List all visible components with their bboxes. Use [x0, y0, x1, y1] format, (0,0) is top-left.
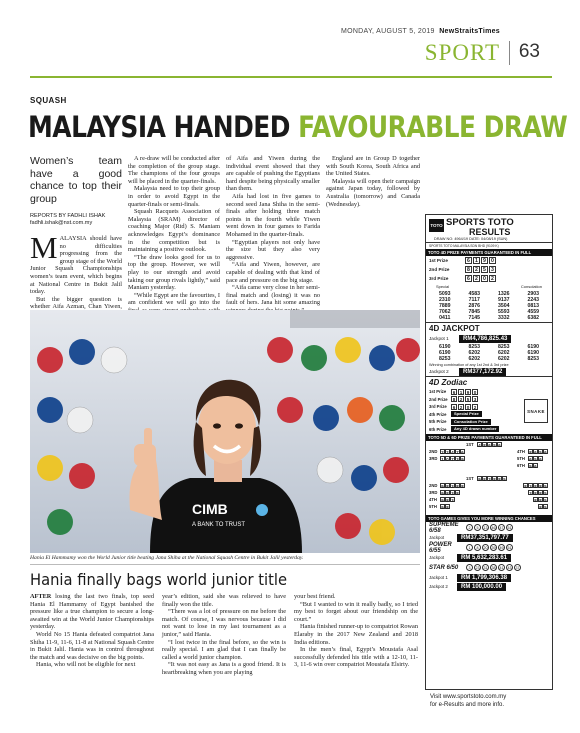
deck: Women’s team have a good chance to top their group	[30, 155, 122, 205]
jackpot-number: 8253	[468, 344, 481, 350]
digit: 8	[534, 490, 537, 496]
digit: 6	[534, 449, 537, 455]
number-cell: 0411	[439, 315, 451, 321]
game-balls	[466, 524, 513, 531]
digit: 5	[544, 483, 547, 489]
zodiac-digits	[451, 404, 478, 410]
zodiac-prize-text: Consolation Prize	[451, 419, 491, 425]
prize-digit: 8	[465, 266, 472, 273]
prize-row	[426, 274, 552, 283]
fived-row	[514, 448, 548, 455]
digit: 8	[539, 504, 542, 510]
number-cell: 4559	[527, 309, 540, 315]
digit: 2	[441, 449, 444, 455]
zodiac-digit: 8	[452, 397, 456, 403]
game-jackpot	[426, 582, 552, 591]
prize-digits	[465, 275, 496, 282]
zodiac-prize-text: Any 4D drawn number	[451, 426, 499, 432]
digit: 2	[446, 449, 449, 455]
ball: 5	[474, 524, 481, 531]
jackpot-brand: 4D JACKPOT	[429, 324, 480, 333]
jackpot-number: 6202	[497, 356, 510, 362]
zodiac-digits	[451, 396, 478, 402]
article-paragraph: “Egyptian players not only have the size but they also very aggressive.	[226, 238, 320, 261]
zodiac-digit: 2	[459, 397, 463, 403]
zodiac-row	[426, 388, 552, 396]
fived-row	[426, 441, 552, 448]
jackpot-number: 6190	[438, 350, 451, 356]
special-consolation-header	[426, 283, 552, 290]
article-paragraph: Hania, who will not be eligible for next	[36, 661, 136, 669]
game-row	[426, 542, 552, 553]
sixd-row	[426, 496, 552, 503]
digit: 7	[456, 449, 459, 455]
headline-black: MALAYSIA HANDED	[28, 110, 290, 144]
jackpot-number: 6202	[468, 356, 481, 362]
zodiac-digit: 2	[473, 404, 477, 410]
number-cell: 4583	[468, 291, 481, 297]
digit: 6	[498, 442, 501, 448]
game-jackpot	[426, 553, 552, 562]
digit: 8	[446, 504, 449, 510]
zodiac-brand: 4D Zodiac	[429, 378, 468, 387]
digit: 5	[529, 463, 532, 469]
prize-digit: 0	[489, 257, 496, 264]
article-paragraph: A re-draw will be conducted after the completion of the group stage. The champions of the four groups will be placed in the quarter-finals.	[128, 155, 220, 185]
article-paragraph: your best friend.	[294, 593, 336, 600]
number-cell: 7845	[468, 309, 481, 315]
zodiac-label: 1st Prize	[429, 389, 447, 395]
number-cell: 5093	[438, 291, 451, 297]
zodiac-sign: SNAKE	[524, 399, 548, 423]
article-paragraph: year’s edition, said she was relieved to have finally won the title.	[162, 593, 286, 608]
article-paragraph: “Aifa and Yiwen, however, are capable of dealing with that kind of pace and pressure on the big stage.	[226, 261, 320, 284]
prize-digits	[465, 257, 496, 264]
prize-digit: 2	[489, 275, 496, 282]
sixd-row	[426, 482, 552, 489]
number-cell: 6382	[527, 315, 540, 321]
draw-company: SPORTS TOTO MALAYSIA SDN BHD (9109 K)	[429, 244, 499, 248]
fived-label: 3RD	[429, 456, 438, 461]
article-paragraph: World No 15 Hania defeated compatriot Jana Shiha 11-9, 11-6, 11-8 at National Squash Centre in Bukit Jalil. Hania was in control throughout the match and was decisive on the big points.	[30, 630, 154, 661]
sixd-right	[523, 483, 548, 489]
article-paragraph: England are in Group D together with South Korea, South Africa and the United States.	[326, 155, 420, 178]
fived-bar: TOTO 5D & 6D PRIZE PAYMENTS GUARANTEED IN FULL	[426, 434, 552, 441]
digit: 9	[441, 504, 444, 510]
fived-label: 5TH	[517, 456, 525, 461]
zodiac-digit: 6	[452, 389, 456, 395]
sixd-results	[426, 475, 552, 515]
zodiac-label: 2nd Prize	[429, 396, 448, 402]
digit: 8	[446, 490, 449, 496]
article-paragraph: AFTER losing the last two finals, top seed Hania El Hammamy of Egypt banished the pressure like a true champion to secure a long-awaited win at the World Junior Championships yesterday.	[30, 593, 154, 631]
jackpot1-label: Jackpot 1	[429, 336, 449, 341]
prize-label: 3rd Prize	[429, 276, 449, 281]
zodiac-digit: 2	[459, 404, 463, 410]
headline-green: FAVOURABLE DRAW	[298, 110, 568, 144]
sixd-left	[440, 483, 465, 489]
number-cell: 2310	[438, 297, 451, 303]
article-paragraph: MALAYSIA should have no difficulties progressing from the group stage of the World Junior Squash Championships women’s team event, which begins at National Centre in Bukit Jalil today.	[30, 230, 122, 296]
visit-note	[430, 693, 506, 709]
sixd-right	[538, 504, 548, 510]
digit: 8	[446, 497, 449, 503]
byline-email[interactable]: fadhli.ishak@nst.com.my	[30, 220, 93, 226]
jackpot-note: Winning combination of any 1st 2nd & 3rd prize	[429, 363, 509, 367]
prize-row	[426, 256, 552, 265]
article2-col-3	[294, 593, 418, 669]
game-name: SUPREME 6/58	[429, 521, 459, 534]
digit: 7	[451, 456, 454, 462]
article-paragraph: “But I wanted to win it really badly, so I tried my best to forget about our friendship on the court.”	[294, 600, 418, 623]
digit: 8	[483, 442, 486, 448]
ball: 2	[466, 524, 473, 531]
zodiac-digit: 0	[473, 389, 477, 395]
number-cell: 0813	[527, 303, 540, 309]
digit: 5	[539, 449, 542, 455]
game-jackpot-label: Jackpot	[429, 535, 445, 540]
number-cell: 7889	[438, 303, 451, 309]
jackpot1-row	[426, 334, 552, 343]
game-balls	[466, 544, 513, 551]
digit: 8	[534, 483, 537, 489]
number-cell: 7145	[468, 315, 481, 321]
game-jackpot-label: Jackpot 2	[429, 584, 448, 589]
game-jackpot-amount: RM 100,000.00	[457, 583, 506, 591]
sixd-label: 4TH	[429, 497, 437, 502]
fived-value	[477, 442, 502, 448]
ball: 43	[507, 566, 512, 570]
ball: 20	[483, 546, 488, 550]
jackpot2-label: Jackpot 2	[429, 369, 449, 374]
masthead-divider	[509, 41, 510, 65]
game-name: STAR 6/50	[429, 564, 459, 571]
prize-digit: 1	[473, 257, 480, 264]
sixd-left	[440, 497, 455, 503]
ball: 1	[466, 544, 473, 551]
article-col-4	[326, 155, 420, 208]
digit: 3	[456, 456, 459, 462]
fived-value	[440, 449, 465, 455]
zodiac-digit: 1	[459, 389, 463, 395]
article-paragraph: Malaysia need to top their group in order to avoid Egypt in the quarter-finals or semi-finals.	[128, 185, 220, 208]
zodiac-digit: 9	[466, 389, 470, 395]
fived-right	[514, 448, 548, 469]
prize-digit: 9	[481, 257, 488, 264]
digit: 5	[493, 442, 496, 448]
section-title: SPORT	[424, 40, 500, 65]
toto-title: SPORTS TOTO	[446, 217, 514, 228]
prize-digit: 2	[473, 266, 480, 273]
number-cell: 1326	[497, 291, 510, 297]
byline-author: REPORTS BY FADHLI ISHAK	[30, 213, 106, 219]
game-row	[426, 522, 552, 533]
consolation-label: Consolation	[520, 284, 542, 289]
digit: 4	[478, 442, 481, 448]
jackpot-number: 6190	[527, 344, 540, 350]
number-cell: 7062	[438, 309, 451, 315]
fourd-bar: TOTO 4D PRIZE PAYMENTS GUARANTEED IN FULL	[426, 249, 552, 256]
digit: 3	[529, 483, 532, 489]
prize-digit: 6	[465, 257, 472, 264]
article-paragraph: “While Egypt are the favourites, I am confident we will go into the	[128, 291, 220, 307]
sixd-label: 5TH	[429, 504, 437, 509]
sixd-value	[477, 476, 507, 482]
photo-illustration	[30, 310, 420, 553]
digit: 8	[539, 483, 542, 489]
issue-date: MONDAY, AUGUST 5, 2019 NewStraitsTimes	[340, 28, 500, 35]
article-paragraph: In the men’s final, Egypt’s Moustafa Asal successfully defended his title with a 12-10, 11-3, 11-6 win over compatriot Moustafa Elsirty.	[294, 646, 418, 669]
ball: 8	[474, 544, 481, 551]
jackpot1-amount: RM4,786,825.43	[459, 335, 511, 343]
digit: 3	[529, 490, 532, 496]
fived-label: 6TH	[517, 463, 525, 468]
jackpot-number: 6190	[527, 350, 540, 356]
digit: 9	[461, 456, 464, 462]
ball: 13	[483, 526, 488, 530]
digit: 6	[544, 449, 547, 455]
game-row	[426, 562, 552, 573]
drop-cap: M	[30, 230, 58, 265]
sixd-row	[426, 475, 552, 482]
digit: 8	[534, 497, 537, 503]
digit: 8	[446, 483, 449, 489]
digit: 1	[441, 456, 444, 462]
zodiac-label: 3rd Prize	[429, 404, 447, 410]
kicker: SQUASH	[30, 96, 67, 105]
ball: 23	[475, 566, 480, 570]
ball: 51	[507, 546, 512, 550]
ball: 3	[466, 564, 473, 571]
fived-value	[528, 449, 548, 455]
fived-row	[514, 455, 548, 462]
number-cell: 7117	[468, 297, 480, 303]
masthead	[30, 28, 552, 70]
prize-digit: 0	[481, 275, 488, 282]
digit: 6	[461, 449, 464, 455]
zodiac-prize-text: Special Prize	[451, 411, 482, 417]
prize-digits	[465, 266, 496, 273]
caption-rule	[30, 564, 420, 565]
jackpot-number: 6202	[497, 350, 510, 356]
byline	[30, 213, 122, 227]
jackpot-numbers	[426, 343, 552, 363]
digit: 8	[539, 490, 542, 496]
article2-col-1	[30, 593, 154, 669]
fived-label: 1ST	[466, 442, 474, 447]
ball: 51	[507, 526, 512, 530]
digit: 8	[483, 476, 486, 482]
number-cell: 9137	[497, 297, 510, 303]
fived-value	[440, 456, 465, 462]
toto-header	[426, 215, 552, 243]
prize-digit: 2	[473, 275, 480, 282]
sixd-right	[533, 497, 548, 503]
digit: 8	[456, 490, 459, 496]
page-number: 63	[518, 41, 540, 62]
toto-subtitle: RESULTS	[469, 227, 511, 237]
number-cell: 3332	[497, 315, 510, 321]
special-consolation-grid	[426, 290, 552, 322]
prize-label: 2nd Prize	[429, 267, 450, 272]
fived-results	[426, 441, 552, 475]
zodiac-label: 6th Prize	[429, 426, 447, 432]
fived-row	[514, 462, 548, 469]
digit: 5	[503, 476, 506, 482]
number-cell: 2243	[527, 297, 540, 303]
sixd-row	[426, 503, 552, 510]
number-cell: 5593	[497, 309, 510, 315]
prize-digit: 5	[481, 266, 488, 273]
digit: 5	[534, 456, 537, 462]
zodiac-digits	[451, 389, 478, 395]
number-cell: 2876	[468, 303, 481, 309]
article-paragraph: Hania finished runner-up to compatriot Rowan Elaraby in the 2017 New Zealand and 2018 India editions.	[294, 623, 418, 646]
games-bar: TOTO GAMES GIVES YOU MORE WINNING CHANCES	[426, 515, 552, 522]
ball: 37	[515, 566, 520, 570]
digit: 9	[478, 476, 481, 482]
toto-logo: TOTO	[429, 219, 444, 232]
article-paragraph: Squash Racquets Association of Malaysia (SRAM) director of coaching Major (Rtd) S. Maniam acknowledges Egypt’s dominance in the competition but is maintaining a positive outlook.	[128, 208, 220, 254]
fived-value	[528, 463, 538, 469]
hero-photo	[30, 310, 420, 553]
prize-digit: 6	[465, 275, 472, 282]
game-name: POWER 6/55	[429, 541, 452, 554]
visit-line-1[interactable]: Visit www.sportstoto.com.my	[430, 694, 507, 700]
sixd-left	[440, 490, 460, 496]
jackpot-number: 6202	[468, 350, 481, 356]
fived-label: 4TH	[517, 449, 525, 454]
game-jackpot-amount: RM 1,799,306.38	[457, 574, 511, 582]
jackpot2-amount: RM377,172.92	[459, 368, 506, 376]
jackpot-block	[426, 322, 552, 376]
prize-row	[426, 265, 552, 274]
paper-name: NewStraitsTimes	[439, 28, 500, 35]
jackpot-number: 8253	[497, 344, 510, 350]
number-cell: 3504	[497, 303, 510, 309]
ball: 46	[491, 526, 496, 530]
fourd-prizes	[426, 256, 552, 283]
digit: 3	[451, 490, 454, 496]
special-label: Special	[436, 284, 450, 289]
zodiac-digit: 5	[466, 397, 470, 403]
ball: 49	[499, 546, 504, 550]
zodiac-row	[426, 426, 552, 434]
game-jackpot-label: Jackpot 1	[429, 575, 448, 580]
jackpot-number: 8253	[438, 356, 451, 362]
game-jackpot	[426, 573, 552, 582]
article-paragraph: But the bigger question is whether Aifa Azman, Chan Yiwen,	[30, 295, 122, 311]
sixd-label: 2ND	[429, 483, 438, 488]
game-jackpot-amount: RM37,351,797.77	[457, 534, 513, 542]
main-headline	[28, 110, 568, 144]
digit: 3	[488, 476, 491, 482]
prize-label: 1st Prize	[429, 258, 448, 263]
toto-games	[426, 522, 552, 591]
article2-col-2	[162, 593, 286, 677]
sixd-label: 3RD	[429, 490, 438, 495]
digit: 5	[544, 497, 547, 503]
digit: 9	[441, 483, 444, 489]
game-jackpot-amount: RM 5,632,283.61	[457, 554, 511, 562]
digit: 3	[451, 497, 454, 503]
ball: 41	[499, 566, 504, 570]
digit: 6	[488, 442, 491, 448]
zodiac-block	[426, 376, 552, 433]
digit: 8	[493, 476, 496, 482]
sixd-row	[426, 489, 552, 496]
ball: 47	[499, 526, 504, 530]
sixd-left	[440, 504, 450, 510]
article-paragraph: “I lost twice in the final before, so the win is really special. I am glad that I can finally be called a world junior champion.	[162, 638, 286, 661]
article-paragraph: “Aifa came very close in her semi-final match and (losing) it was no fault of hers. Jana hit some amazing	[226, 284, 320, 307]
article-paragraph: “The draw looks good for us to top the group. However, we will play to our strength and avoid taking our group rivals lightly,” said Maniam yesterday.	[128, 253, 220, 292]
article-paragraph: “There was a lot of pressure on me before the match. Of course, I was nervous because I did not want to lose in my last tournament as a junior,” said Hania.	[162, 608, 286, 638]
digit: 0	[446, 456, 449, 462]
prize-digit: 3	[489, 266, 496, 273]
jackpot-number: 8253	[527, 356, 540, 362]
article-paragraph: Malaysia will open their campaign against Japan today, followed by Australia (tomorrow) and Canada (Wednesday).	[326, 177, 420, 208]
zodiac-label: 5th Prize	[429, 419, 447, 425]
sixd-label: 1ST	[466, 476, 474, 481]
shirt-slogan: A BANK TO TRUST	[192, 522, 246, 528]
game-jackpot-label: Jackpot	[429, 555, 445, 560]
digit: 6	[529, 456, 532, 462]
digit: 6	[534, 463, 537, 469]
visit-line-2: for e-Results and more info.	[430, 702, 505, 708]
zodiac-label: 4th Prize	[429, 411, 447, 417]
digit: 3	[451, 483, 454, 489]
fived-value	[528, 456, 543, 462]
jackpot-number: 6190	[438, 344, 451, 350]
second-headline: Hania finally bags world junior title	[30, 570, 288, 589]
digit: 9	[441, 497, 444, 503]
article-paragraph: “It was not easy as Jana is a good friend. It is heartbreaking when you are playing	[162, 661, 286, 676]
ball: 38	[491, 566, 496, 570]
game-balls	[466, 564, 521, 571]
digit: 8	[529, 449, 532, 455]
draw-info: DRAW NO: 4964/19 DATE: 04/08/19 (SUN)	[434, 237, 508, 241]
ball: 39	[491, 546, 496, 550]
digit: 8	[524, 483, 527, 489]
ball: 31	[483, 566, 488, 570]
zodiac-digit: 3	[473, 397, 477, 403]
digit: 8	[498, 476, 501, 482]
jackpot2-row	[426, 367, 552, 376]
digit: 8	[456, 483, 459, 489]
zodiac-digit: 0	[466, 404, 470, 410]
article-paragraph: Aifa had lost in five games to second seed Jana Shiha in the semi-finals after holding three match points in the fourth while Yiwen went down in four games to Farida Mohamed in the quarter-finals.	[226, 192, 320, 238]
digit: 5	[544, 490, 547, 496]
sponsor-logo-text: CIMB	[192, 501, 228, 517]
fived-label: 2ND	[429, 449, 438, 454]
sports-toto-results	[425, 214, 553, 690]
digit: 9	[441, 490, 444, 496]
zodiac-digit: 6	[452, 404, 456, 410]
section-rule	[30, 76, 552, 78]
digit: 6	[539, 456, 542, 462]
digit: 8	[461, 483, 464, 489]
digit: 8	[539, 497, 542, 503]
sixd-right	[528, 490, 548, 496]
article-paragraph: of Aifa and Yiwen during the individual event showed that they are capable of pushing the Egyptians hard despite being physically smaller than them.	[226, 155, 320, 193]
photo-caption: Hania El Hammamy won the World Junior title beating Jana Shiha at the National Squash Centre in Bukit Jalil yesterday.	[30, 555, 304, 561]
digit: 4	[451, 449, 454, 455]
number-cell: 2903	[527, 291, 540, 297]
digit: 5	[544, 504, 547, 510]
